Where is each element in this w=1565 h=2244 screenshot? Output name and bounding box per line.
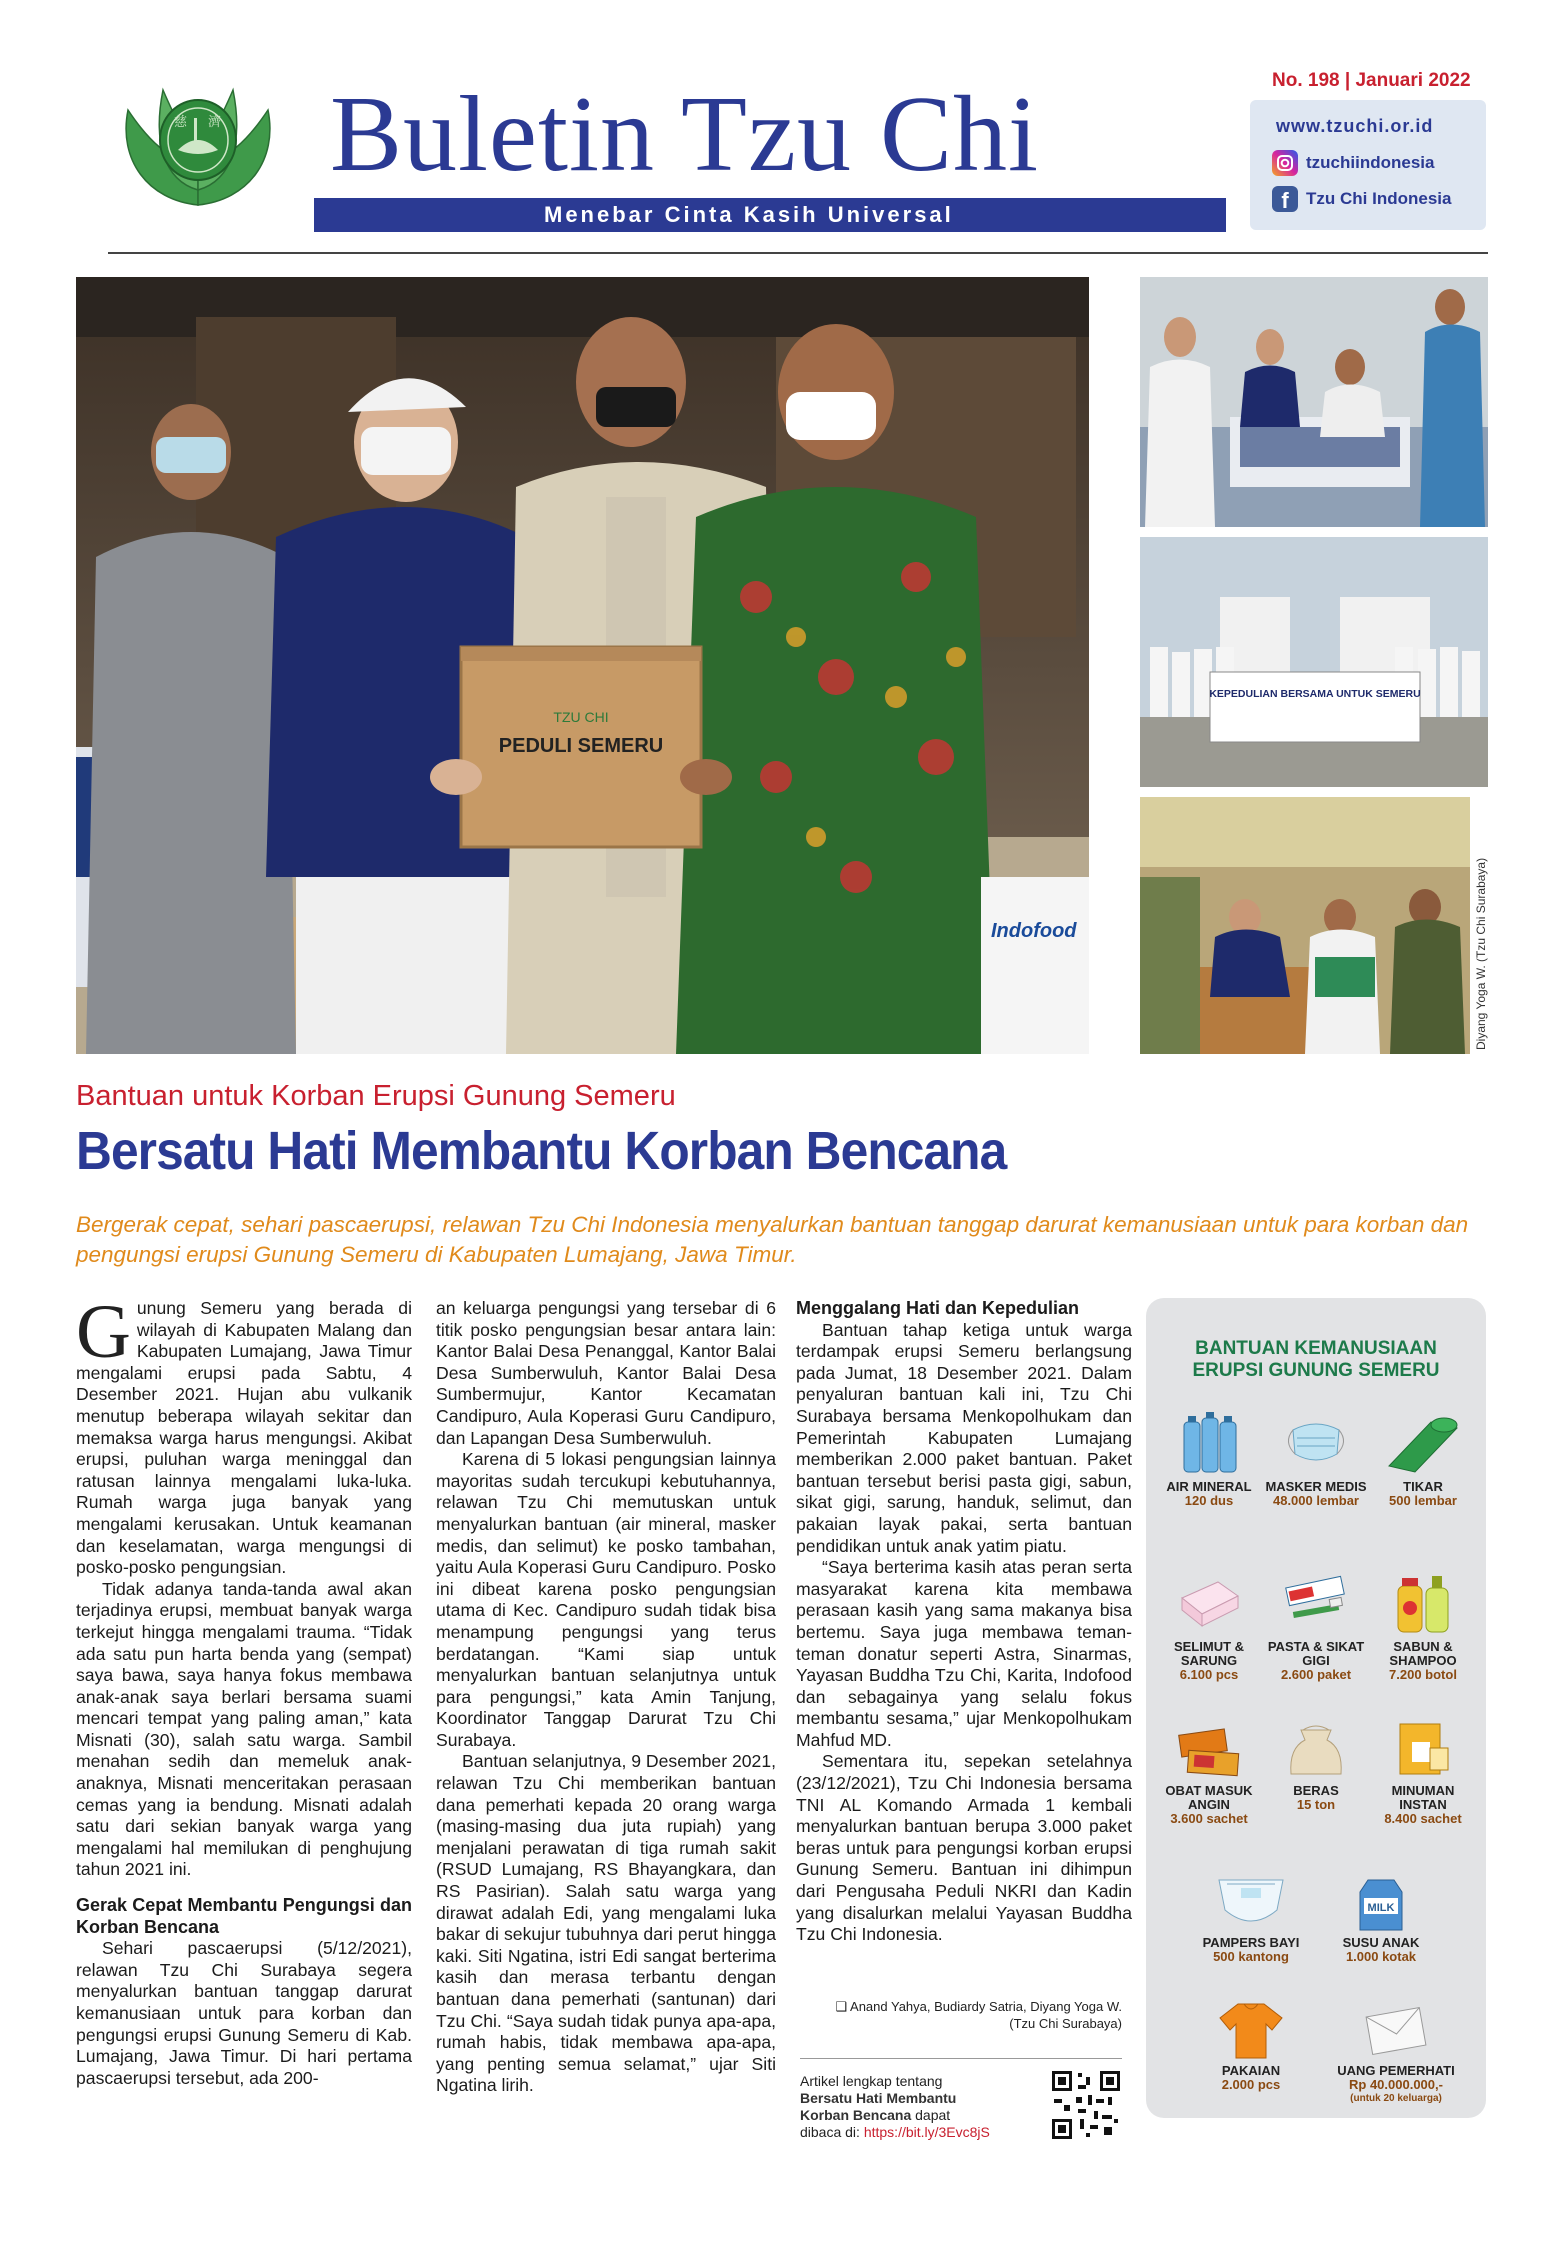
article-lead: Bergerak cepat, sehari pascaerupsi, relawan Tzu Chi Indonesia menyalurkan bantuan tanggap darurat kemanusiaan untuk para korban dan pengungsi erupsi Gunung Semeru di Kabupaten Lumajang, Jawa Timur. (76, 1212, 1469, 1267)
article-column-1 (76, 1290, 412, 2089)
article-column-2 (436, 1298, 776, 2097)
aid-item: MINUMAN INSTAN 8.400 sachet (1368, 1718, 1478, 1826)
svg-text:Indofood: Indofood (991, 920, 1077, 942)
svg-text:濟: 濟 (208, 115, 222, 130)
aid-item: MILK SUSU ANAK 1.000 kotak (1326, 1870, 1436, 1964)
tagline-bar (314, 198, 1226, 232)
mask-icon (1281, 1408, 1351, 1476)
tzu-chi-lotus-logo (108, 70, 288, 220)
tagline: Menebar Cinta Kasih Universal (544, 202, 954, 227)
byline: ❑ Anand Yahya, Budiardy Satria, Diyang Yoga W. (Tzu Chi Surabaya) (835, 1999, 1122, 2031)
photo-credit: Diyang Yoga W. (Tzu Chi Surabaya) (1474, 857, 1488, 1050)
box-label-text: PEDULI SEMERU (498, 735, 664, 757)
instagram-link[interactable]: tzuchiindonesia (1272, 150, 1434, 176)
shirt-icon (1216, 1998, 1286, 2060)
distribution-photo (1140, 797, 1470, 1054)
aid-item: PASTA & SIKAT GIGI 2.600 paket (1261, 1568, 1371, 1682)
hospital-visit-photo (1140, 277, 1488, 527)
aid-item: AIR MINERAL 120 dus (1154, 1408, 1264, 1508)
facebook-link[interactable]: f Tzu Chi Indonesia (1272, 186, 1451, 212)
article-column-3 (796, 1298, 1132, 1946)
article-link[interactable]: https://bit.ly/3Evc8jS (863, 2124, 990, 2140)
banner-text: KEPEDULIAN BERSAMA UNTUK SEMERU (1209, 688, 1421, 700)
water-bottles-icon (1174, 1408, 1244, 1476)
paragraph: “Saya berterima kasih atas peran serta masyarakat karena kita membawa perasaan kasih yang sama makanya bisa bertemu. Saya juga membawa teman-teman donatur seperti Astra, Sinarmas, Yayasan Buddha Tzu Chi, Karita, Indofood dan sebagainya yang selalu fokus membantu sesama,” ujar Menkopolhukam Mahfud MD. (796, 1557, 1132, 1750)
qr-caption: Artikel lengkap tentang Bersatu Hati Membantu Korban Bencana dapat dibaca di: https://bit.ly/3Evc8jS (800, 2073, 990, 2140)
svg-text:MILK: MILK (1367, 1902, 1395, 1914)
newsletter-title: Buletin Tzu Chi (330, 75, 1039, 194)
mat-icon (1383, 1408, 1463, 1476)
paragraph: unung Semeru yang berada di wilayah di Kabupaten Malang dan Kabupaten Lumajang, Jawa Timur mengalami erupsi pada Sabtu, 4 Desember 2021. Hujan abu vulkanik menutup beberapa wilayah sekitar dan memaksa warga harus mengungsi. Akibat erupsi, puluhan warga meninggal dan ratusan lainnya mengalami luka-luka. Rumah warga juga banyak yang mengalami kerusakan. Untuk keamanan dan keselamatan, warga mengungsi di posko-posko pengungsian. (76, 1298, 412, 1578)
article-kicker: Bantuan untuk Korban Erupsi Gunung Semeru (76, 1080, 676, 1112)
svg-text:慈: 慈 (174, 115, 188, 130)
drop-cap: G (76, 1290, 131, 1374)
box-brand-text: TZU CHI (553, 709, 609, 725)
social-links-box (1250, 100, 1486, 230)
qr-section (800, 2058, 1122, 2140)
subheading: Gerak Cepat Membantu Pengungsi dan Korban Bencana (76, 1895, 412, 1937)
aid-item: SABUN & SHAMPOO 7.200 botol (1368, 1568, 1478, 1682)
medicine-icon (1174, 1718, 1244, 1780)
toothpaste-icon (1281, 1568, 1351, 1636)
paragraph: Tidak adanya tanda-tanda awal akan terjadinya erupsi, membuat banyak warga terkejut hingga mengalami trauma. “Tidak ada satu pun harta benda yang (sempat) saya bawa, saya hanya fokus membawa anak-anak saya berlari bersama suami mencari tempat yang paling aman,” kata Misnati (30), salah satu warga. Sambil menahan sedih dan memeluk anak-anaknya, Misnati menceritakan perasaan cemas yang ia bendung. Misnati adalah satu dari sekian banyak warga yang mengalami hal memilukan di penghujung tahun 2021 ini. (76, 1578, 412, 1880)
website-link[interactable]: www.tzuchi.or.id (1276, 116, 1434, 136)
paragraph: Sehari pascaerupsi (5/12/2021), relawan Tzu Chi Surabaya segera menyalurkan bantuan tanggap darurat kemanusiaan untuk para korban dan pengungsi erupsi Gunung Semeru di Kab. Lumajang, Jawa Timur. Di hari pertama pascaerupsi tersebut, ada 200- (76, 1938, 412, 2088)
rice-sack-icon (1281, 1718, 1351, 1780)
money-note: (untuk 20 keluarga) (1350, 2093, 1442, 2104)
paragraph: Karena di 5 lokasi pengungsian lainnya mayoritas sudah tercukupi kebutuhannya, relawan Tzu Chi memutuskan untuk menyalurkan bantuan (air mineral, masker medis, dan selimut) ke posko tambahan, yaitu Aula Koperasi Guru Candipuro. Posko ini dibeat karena posko pengungsian utama di Kec. Candipuro sudah tidak bisa menampung pengungsi yang terus berdatangan. “Kami siap untuk menyalurkan bantuan selanjutnya untuk para pengungsi,” kata Amin Tanjung, Koordinator Tanggap Darurat Tzu Chi Surabaya. (436, 1449, 776, 1750)
aid-infographic (1146, 1298, 1486, 2118)
main-photo (76, 277, 1089, 1054)
blanket-icon (1174, 1568, 1244, 1636)
aid-item: PAMPERS BAYI 500 kantong (1196, 1870, 1306, 1964)
aid-item: SELIMUT & SARUNG 6.100 pcs (1154, 1568, 1264, 1682)
aid-item: PAKAIAN 2.000 pcs (1196, 1998, 1306, 2092)
subheading: Menggalang Hati dan Kepedulian (796, 1298, 1080, 1318)
diaper-icon (1211, 1870, 1291, 1932)
aid-item: BERAS 15 ton (1261, 1718, 1371, 1812)
paragraph: an keluarga pengungsi yang tersebar di 6 titik posko pengungsian besar antara lain: Kantor Balai Desa Penanggal, Kantor Balai Desa Sumberwuluh, Kantor Balai Desa Sumbermujur, Kantor Kecamatan Candipuro, Aula Koperasi Guru Candipuro, dan Lapangan Desa Sumberwuluh. (436, 1298, 776, 1448)
article-headline: Bersatu Hati Membantu Korban Bencana (76, 1121, 1007, 1181)
paragraph: Bantuan tahap ketiga untuk warga terdampak erupsi Semeru berlangsung pada Jumat, 18 Desember 2021. Dalam penyaluran bantuan kali ini, Tzu Chi Surabaya bersama Menkopolhukam dan Pemerintah Kabupaten Lumajang memberikan 2.000 paket bantuan. Paket bantuan tersebut berisi pasta gigi, sabun, sikat gigi, sarung, handuk, selimut, dan pakaian layak pakai, serta bantuan pendidikan untuk anak yatim piatu. (796, 1319, 1132, 1556)
issue-number: No. 198 | Januari 2022 (1272, 70, 1471, 91)
aid-item: MASKER MEDIS 48.000 lembar (1261, 1408, 1371, 1508)
infographic-title: BANTUAN KEMANUSIAAN ERUPSI GUNUNG SEMERU (1192, 1338, 1440, 1381)
facebook-icon: f (1272, 186, 1298, 212)
paragraph: Bantuan selanjutnya, 9 Desember 2021, relawan Tzu Chi memberikan bantuan dana pemerhati kepada 20 orang warga (masing-masing dua juta rupiah) yang menjalani perawatan di tiga rumah sakit (RSUD Lumajang, RS Bhayangkara, dan RS Pasirian). Salah satu warga yang dirawat adalah Edi, yang mengalami luka bakar di sekujur tubuhnya dari perut hingga kaki. Siti Ngatina, istri Edi sangat berterima kasih dan merasa terbantu dengan bantuan dana pemerhati (santunan) dari Tzu Chi. “Saya sudah tidak punya apa-apa, rumah habis, tidak membawa apa-apa, yang penting semua selamat,” ujar Siti Ngatina lirih. (436, 1751, 776, 2096)
instant-drink-icon (1388, 1718, 1458, 1780)
masthead-divider (108, 252, 1488, 254)
soap-icon (1388, 1568, 1458, 1636)
banner-group-photo (1140, 537, 1488, 787)
paragraph: Sementara itu, sepekan setelahnya (23/12/2021), Tzu Chi Indonesia bersama TNI AL Komando Armada 1 kembali menyalurkan bantuan berupa 3.000 paket beras untuk para pengungsi korban erupsi Gunung Semeru. Bantuan ini dihimpun dari Pengusaha Peduli NKRI dan Kadin yang disalurkan melalui Yayasan Buddha Tzu Chi Indonesia. (796, 1751, 1132, 1945)
aid-item: UANG PEMERHATI Rp 40.000.000,- (untuk 20 keluarga) (1326, 1998, 1466, 2106)
aid-item: TIKAR 500 lembar (1368, 1408, 1478, 1508)
envelope-icon (1361, 1998, 1431, 2060)
milk-icon (1346, 1870, 1416, 1932)
qr-code-icon[interactable] (1050, 2069, 1122, 2141)
instagram-icon (1272, 150, 1298, 176)
aid-item: OBAT MASUK ANGIN 3.600 sachet (1154, 1718, 1264, 1826)
